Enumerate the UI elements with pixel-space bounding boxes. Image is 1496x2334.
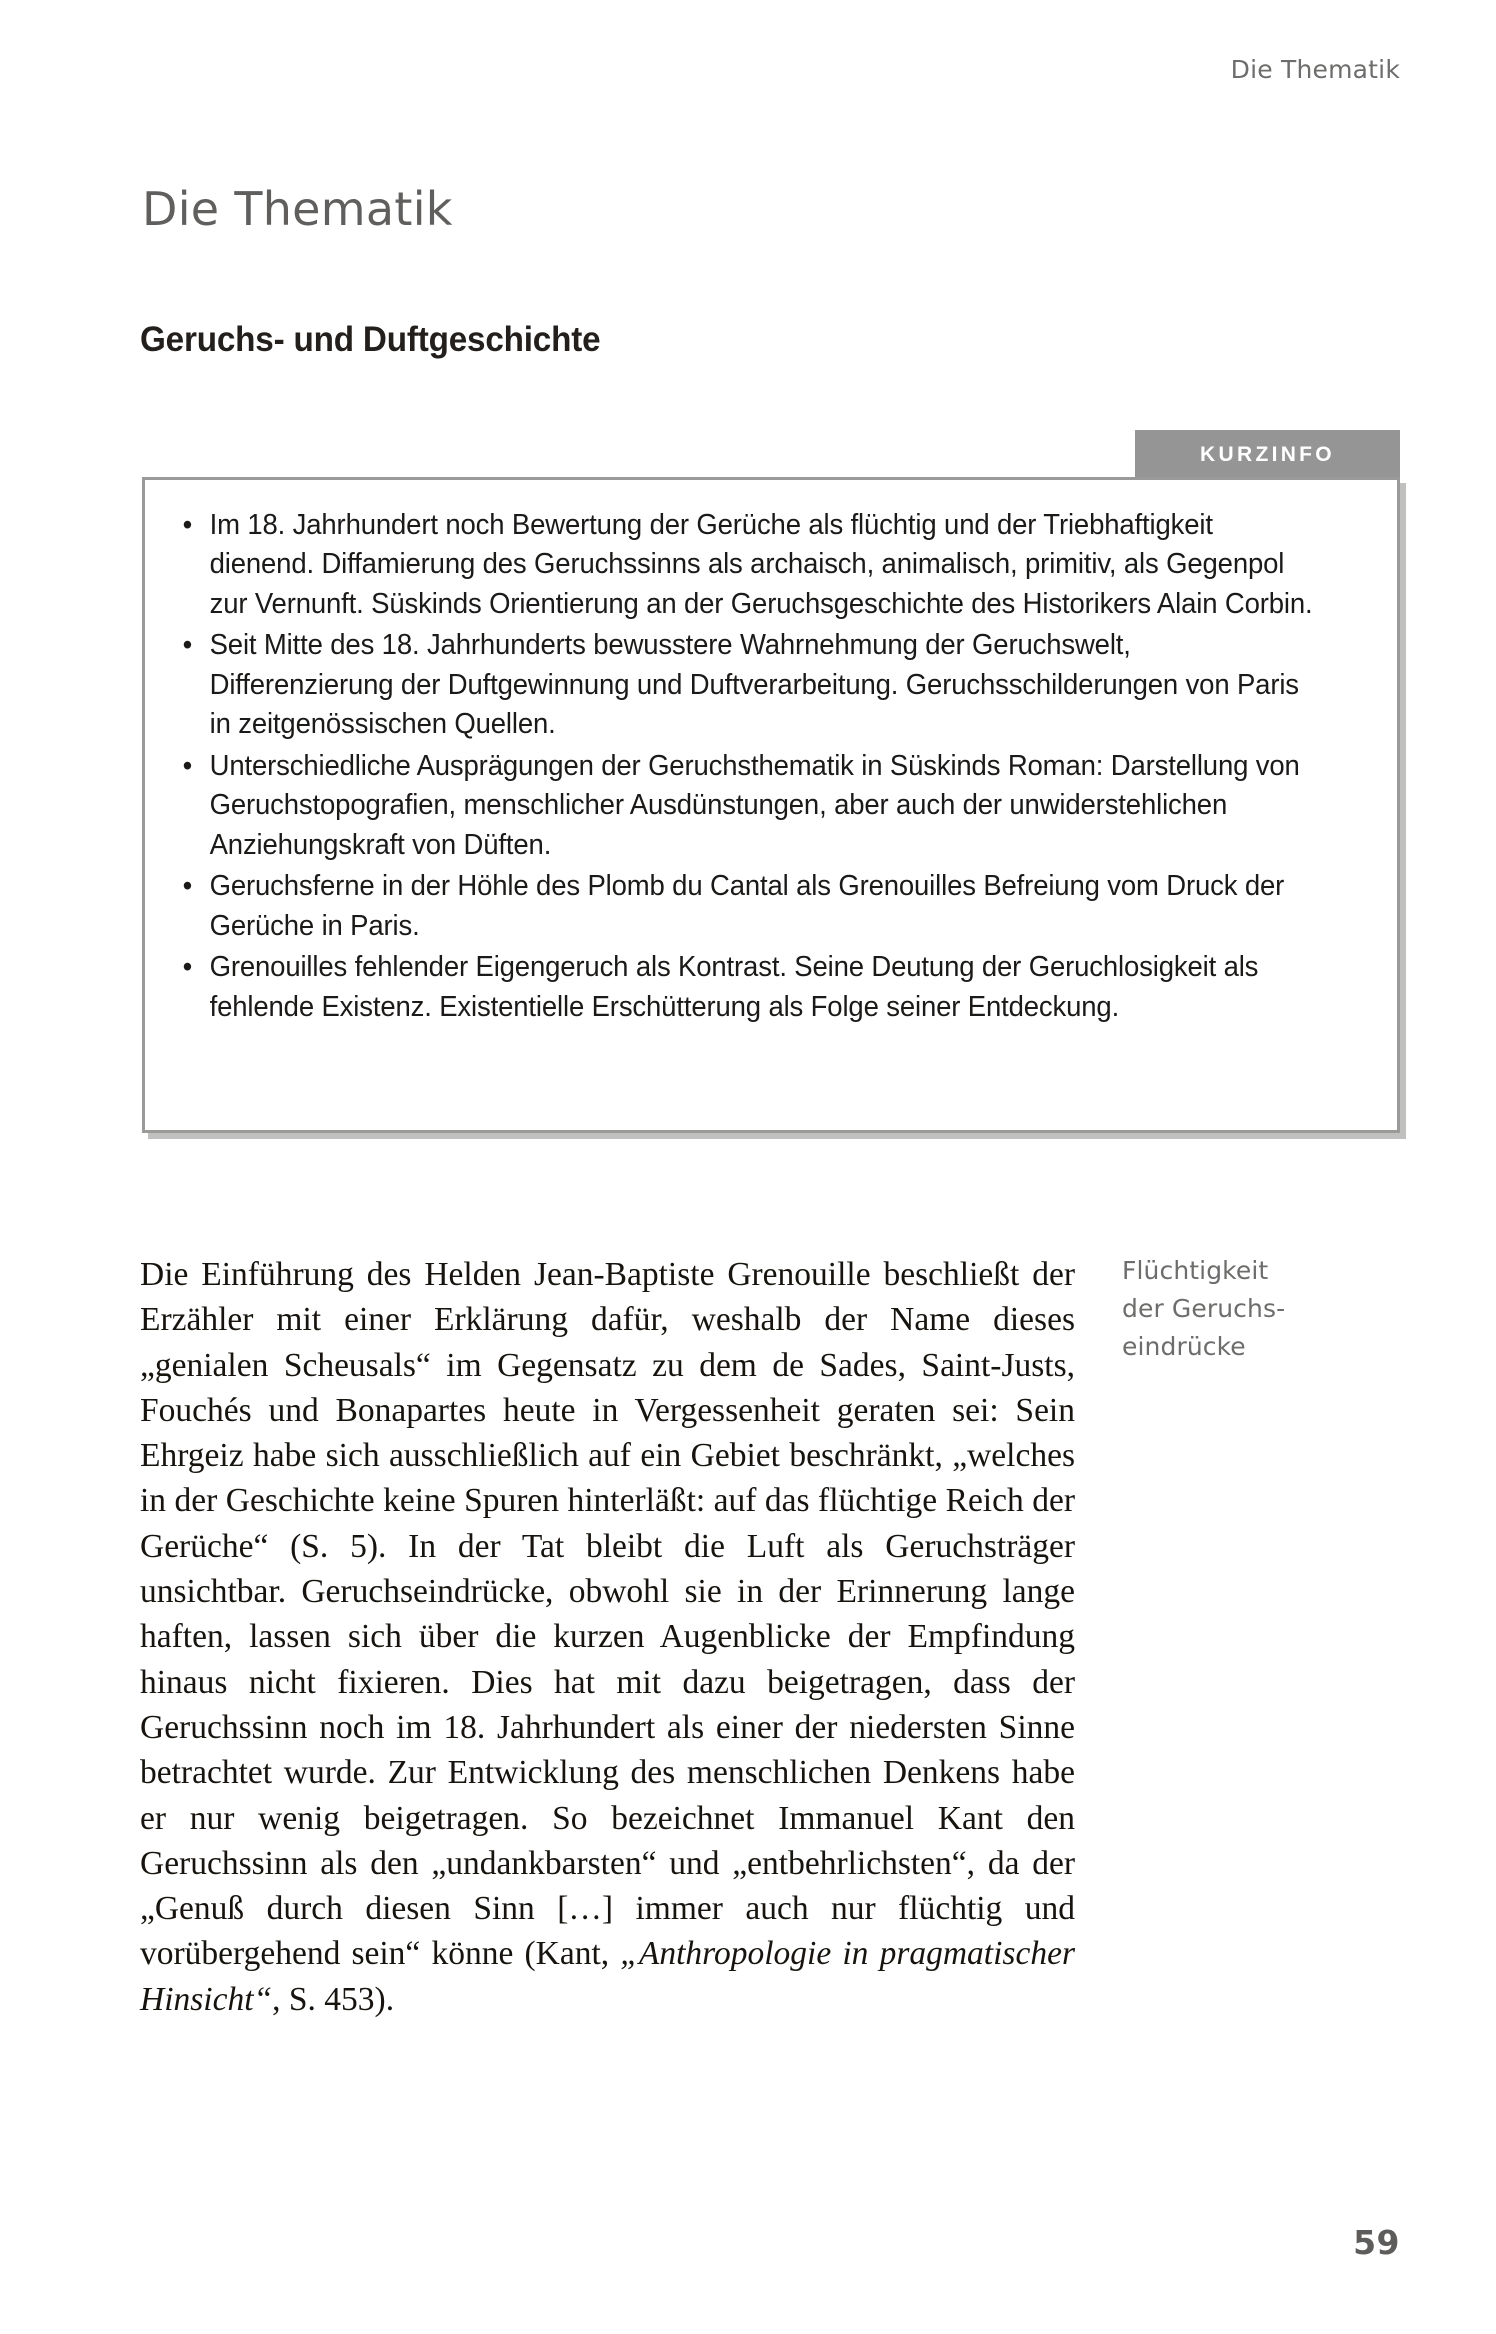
list-item-text: Grenouilles fehlender Eigengeruch als Kontrast. Seine Deutung der Geruchlosigkeit als fehlende Existenz. Existentielle Erschütterung als Folge seiner Entdeckung. [209, 951, 1259, 1023]
book-title-italic: „Anthropologie in pragmatischer Hinsicht“ [140, 1935, 1075, 2018]
margin-note [1122, 1252, 1422, 1366]
list-item-text: Geruchsferne in der Höhle des Plomb du Cantal als Grenouilles Befreiung vom Druck der Gerüche in Paris. [209, 870, 1285, 942]
page-title: Die Thematik [142, 182, 453, 236]
margin-note-line: eindrücke [1122, 1332, 1246, 1361]
list-item-text: Unterschiedliche Ausprägungen der Geruchsthematik in Süskinds Roman: Darstellung von Geruchstopografien, menschlicher Ausdünstungen, aber auch der unwiderstehlichen Anziehungskraft von Düften. [209, 749, 1300, 861]
body-paragraph [140, 1252, 1075, 2022]
running-head: Die Thematik [1230, 55, 1400, 84]
page-number: 59 [1353, 2223, 1400, 2262]
bullet-icon: • [182, 951, 193, 984]
kurzinfo-list [145, 480, 1397, 1055]
list-item [171, 948, 1321, 1027]
list-item-text: Seit Mitte des 18. Jahrhunderts bewusstere Wahrnehmung der Geruchswelt, Differenzierung der Duftgewinnung und Duftverarbeitung. Geruchsschilderungen von Paris in zeitgenössischen Quellen. [209, 629, 1299, 741]
body-text-run-2: , S. 453). [272, 1980, 395, 2018]
kurzinfo-badge: KURZINFO [1135, 430, 1400, 482]
body-text-run-1: Die Einführung des Helden Jean-Baptiste Grenouille beschließt der Erzähler mit einer Erklärung dafür, weshalb der Name dieses „genialen Scheusals“ im Gegensatz zu dem de Sades, Saint-Justs, Fouchés und Bonapartes heute in Vergessenheit geraten sei: Sein Ehrgeiz habe sich ausschließlich auf ein Gebiet beschränkt, „welches in der Geschichte keine Spuren hinterläßt: auf das flüchtige Reich der Gerüche“ (S. 5). In der Tat bleibt die Luft als Geruchsträger unsichtbar. Geruchseindrücke, obwohl sie in der Erinnerung lange haften, lassen sich über die kurzen Augenblicke der Empfindung hinaus nicht fixieren. Dies hat mit dazu beigetragen, dass der Geruchssinn noch im 18. Jahrhundert als einer der niedersten Sinne betrachtet wurde. Zur Entwicklung des menschlichen Denkens habe er nur wenig beigetragen. So bezeichnet Immanuel Kant den Geruchssinn als den „undankbarsten“ und „entbehrlichsten“, da der „Genuß durch diesen Sinn […] immer auch nur flüchtig und vorübergehend sein“ könne (Kant, [140, 1256, 1075, 1973]
bullet-icon: • [182, 870, 193, 903]
margin-note-line: Flüchtigkeit [1122, 1256, 1269, 1285]
list-item-text: Im 18. Jahrhundert noch Bewertung der Gerüche als flüchtig und der Triebhaftigkeit dienend. Diffamierung des Geruchssinns als archaisch, animalisch, primitiv, als Gegenpol zur Vernunft. Süskinds Orientierung an der Geruchsgeschichte des Historikers Alain Corbin. [209, 509, 1313, 620]
list-item [171, 506, 1321, 624]
list-item [171, 747, 1321, 865]
bullet-icon: • [182, 749, 193, 782]
margin-note-line: der Geruchs- [1122, 1294, 1286, 1323]
kurzinfo-box [142, 477, 1400, 1133]
list-item [171, 867, 1321, 946]
body-text-column [140, 1252, 1075, 2022]
section-heading: Geruchs- und Duftgeschichte [140, 320, 601, 359]
list-item [171, 626, 1321, 744]
bullet-icon: • [182, 509, 193, 541]
bullet-icon: • [182, 629, 193, 662]
